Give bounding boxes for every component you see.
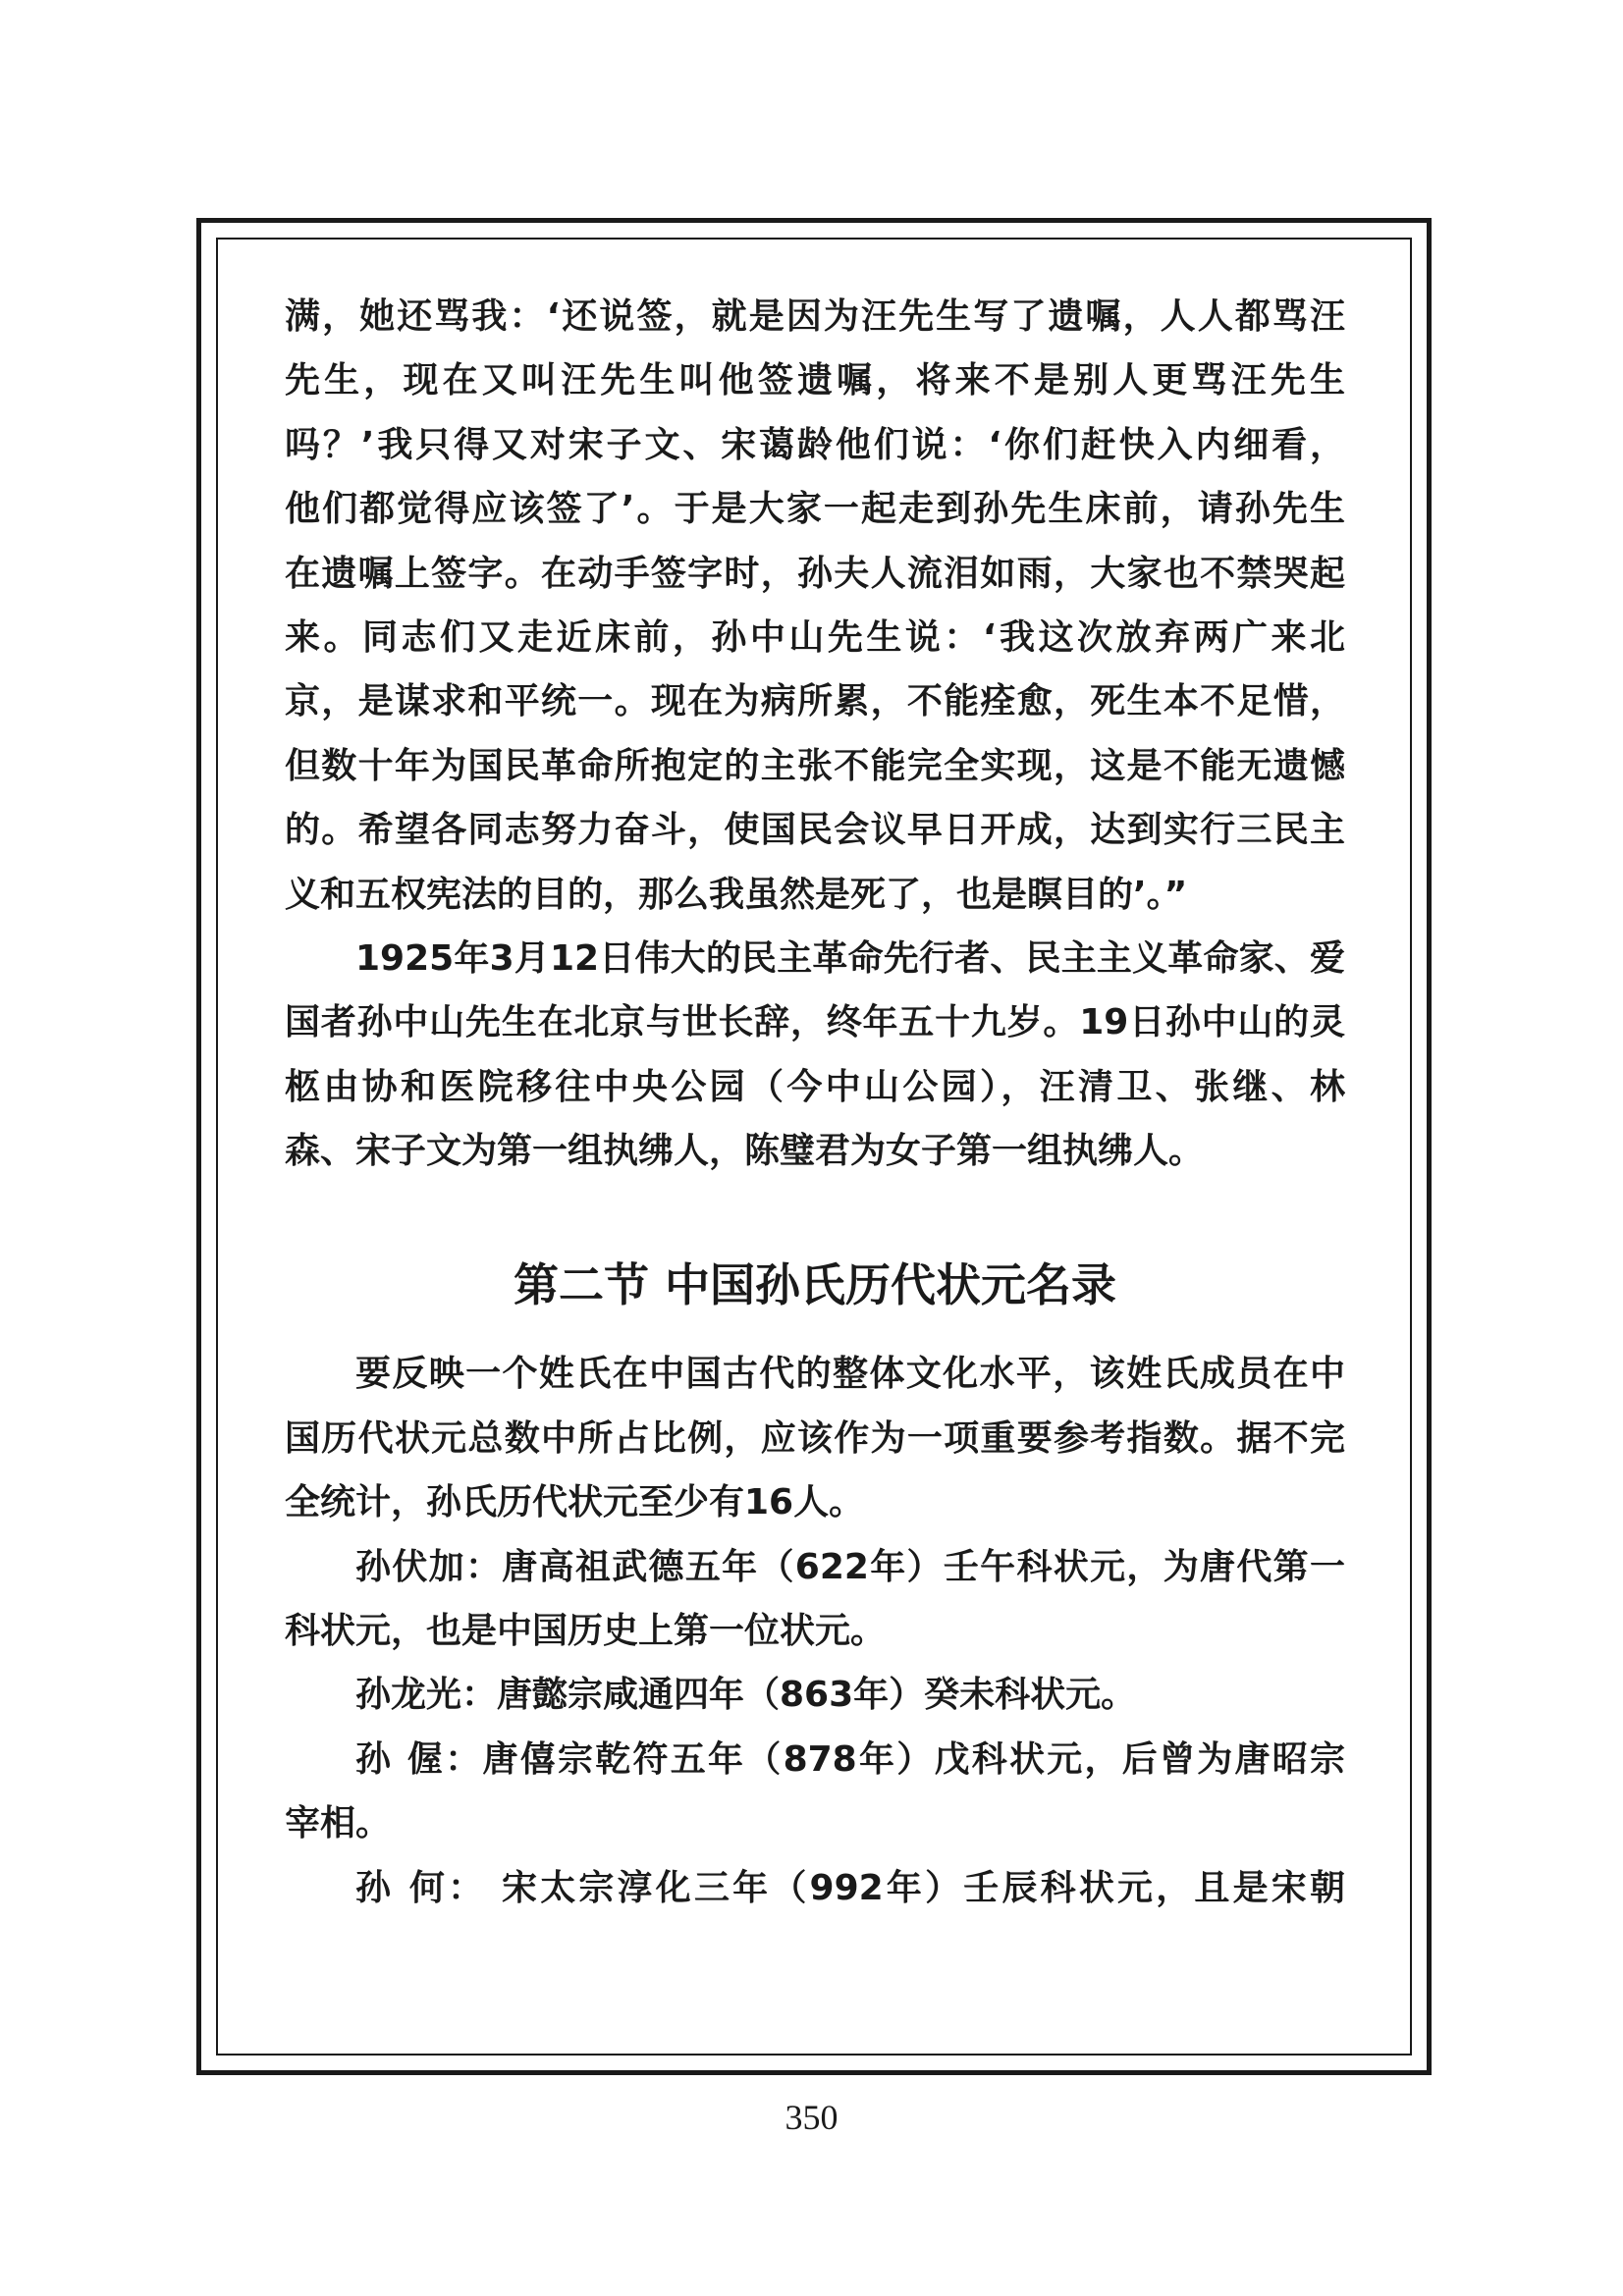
paragraph-quote-continuation: [285, 285, 1345, 927]
page-number: 350: [784, 2098, 839, 2137]
text-line: 要反映一个姓氏在中国古代的整体文化水平，该姓氏成员在中: [355, 1354, 1345, 1395]
paragraph-section-intro: [285, 1342, 1345, 1534]
text-line: 先生，现在又叫汪先生叫他签遗嘱，将来不是别人更骂汪先生: [285, 360, 1345, 401]
text-line: 全统计，孙氏历代状元至少有16人。: [285, 1482, 865, 1523]
text-line: 吗？’我只得又对宋子文、宋蔼龄他们说：‘你们赶快入内细看，: [285, 424, 1345, 465]
text-line: 科状元，也是中国历史上第一位状元。: [285, 1611, 887, 1652]
text-line: 国者孙中山先生在北京与世长辞，终年五十九岁。19日孙中山的灵: [285, 1002, 1345, 1043]
text-line: 国历代状元总数中所占比例，应该作为一项重要参考指数。据不完: [285, 1417, 1345, 1459]
text-line: 孙 偓：唐僖宗乾符五年（878年）戊科状元，后曾为唐昭宗: [355, 1738, 1345, 1780]
text-line: 宰相。: [285, 1803, 392, 1844]
text-line: 柩由协和医院移往中央公园（今中山公园），汪清卫、张继、林: [285, 1066, 1345, 1107]
text-line: 来。同志们又走近床前，孙中山先生说：‘我这次放弃两广来北: [285, 616, 1345, 658]
page-content: [285, 285, 1345, 1920]
text-line: 义和五权宪法的目的，那么我虽然是死了，也是瞑目的’。”: [285, 874, 1188, 915]
text-line: 森、宋子文为第一组执绋人，陈璧君为女子第一组执绋人。: [285, 1131, 1205, 1172]
section-heading: 第二节 中国孙氏历代状元名录: [513, 1258, 1116, 1312]
text-line: 1925年3月12日伟大的民主革命先行者、民主主义革命家、爱: [355, 937, 1345, 979]
text-line: 但数十年为国民革命所抱定的主张不能完全实现，这是不能无遗憾: [285, 745, 1345, 786]
text-line: 在遗嘱上签字。在动手签字时，孙夫人流泪如雨，大家也不禁哭起: [285, 553, 1345, 594]
text-line: 他们都觉得应该签了’。于是大家一起走到孙先生床前，请孙先生: [285, 489, 1345, 530]
text-line: 满，她还骂我：‘还说签，就是因为汪先生写了遗嘱，人人都骂汪: [285, 296, 1345, 337]
text-line: 京，是谋求和平统一。现在为病所累，不能痊愈，死生本不足惜，: [285, 681, 1345, 722]
paragraph-death-of-sun-yat-sen: [285, 927, 1345, 1184]
entry-sun-wo: [285, 1728, 1345, 1856]
entry-sun-he: [285, 1856, 1345, 1920]
text-line: 孙伏加：唐高祖武德五年（622年）壬午科状元，为唐代第一: [355, 1546, 1345, 1587]
entry-sun-fujia: [285, 1535, 1345, 1664]
text-line: 的。希望各同志努力奋斗，使国民会议早日开成，达到实行三民主: [285, 810, 1345, 851]
text-line: 孙 何： 宋太宗淳化三年（992年）壬辰科状元，且是宋朝: [355, 1867, 1345, 1908]
text-line: 孙龙光：唐懿宗咸通四年（863年）癸未科状元。: [355, 1675, 1137, 1716]
entry-sun-longguang: [285, 1663, 1345, 1727]
